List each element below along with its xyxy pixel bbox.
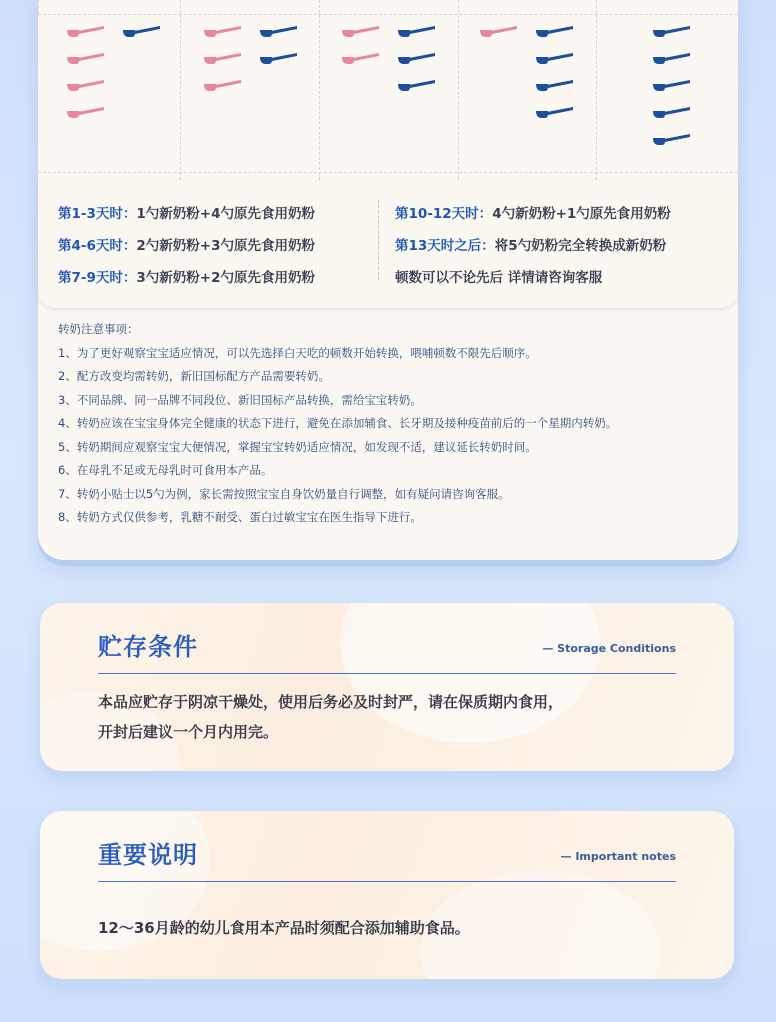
schedule-rule-left-2 <box>58 234 315 254</box>
old-formula-scoop-icon <box>341 51 381 65</box>
old-formula-scoop-icon <box>479 24 519 38</box>
new-formula-scoop-icon <box>652 51 692 65</box>
schedule-rule-left-3 <box>58 266 315 286</box>
rule-value: 顿数可以不论先后 详情请咨询客服 <box>395 270 603 286</box>
new-formula-scoop-icon <box>652 132 692 146</box>
old-formula-scoop-icon <box>203 24 243 38</box>
rule-key: 第7-9天时： <box>58 270 137 286</box>
important-card <box>40 811 734 979</box>
schedule-rule-right-1 <box>395 202 671 222</box>
new-formula-scoop-icon <box>259 51 299 65</box>
old-formula-scoop-icon <box>203 51 243 65</box>
rule-key: 第10-12天时： <box>395 206 493 222</box>
note-item: 1、为了更好观察宝宝适应情况，可以先选择白天吃的顿数开始转换，喂哺顿数不限先后顺序。 <box>58 345 537 360</box>
important-heading: 重要说明 <box>98 841 198 869</box>
old-formula-scoop-icon <box>203 78 243 92</box>
new-formula-scoop-icon <box>652 24 692 38</box>
schedule-divider <box>378 200 379 280</box>
new-formula-scoop-icon <box>652 105 692 119</box>
transition-notes <box>58 318 728 530</box>
note-item: 7、转奶小贴士以5勺为例，家长需按照宝宝自身饮奶量自行调整，如有疑问请咨询客服。 <box>58 486 510 501</box>
important-body: 12～36月龄的幼儿食用本产品时须配合添加辅助食品。 <box>98 919 470 937</box>
storage-heading: 贮存条件 <box>98 633 198 661</box>
note-item: 2、配方改变均需转奶，新旧国标配方产品需要转奶。 <box>58 369 330 383</box>
rule-value: 3勺新奶粉+2勺原先食用奶粉 <box>136 270 315 286</box>
storage-card <box>40 603 734 771</box>
scoop-chart <box>38 0 738 180</box>
storage-line-2: 开封后建议一个月内用完。 <box>98 723 279 741</box>
old-formula-scoop-icon <box>66 78 106 92</box>
schedule-rule-left-1 <box>58 202 315 222</box>
new-formula-scoop-icon <box>397 78 437 92</box>
new-formula-scoop-icon <box>535 105 575 119</box>
note-item: 8、转奶方式仅供参考，乳糖不耐受、蛋白过敏宝宝在医生指导下进行。 <box>58 510 422 524</box>
schedule-rule-right-2 <box>395 234 666 254</box>
storage-body <box>98 687 684 747</box>
rule-key: 第4-6天时： <box>58 238 137 254</box>
note-item: 4、转奶应该在宝宝身体完全健康的状态下进行，避免在添加辅食、长牙期及接种疫苗前后的一个星期内转奶。 <box>58 416 618 430</box>
old-formula-scoop-icon <box>341 24 381 38</box>
important-divider <box>98 881 676 882</box>
notes-title: 转奶注意事项： <box>58 322 139 336</box>
rule-value: 1勺新奶粉+4勺原先食用奶粉 <box>136 206 315 222</box>
rule-value: 2勺新奶粉+3勺原先食用奶粉 <box>136 238 315 254</box>
storage-subhead: — Storage Conditions <box>542 642 676 655</box>
important-subhead: — Important notes <box>560 850 676 863</box>
new-formula-scoop-icon <box>535 78 575 92</box>
rule-value: 将5勺奶粉完全转换成新奶粉 <box>494 238 667 254</box>
old-formula-scoop-icon <box>66 51 106 65</box>
note-item: 3、不同品牌、同一品牌不同段位、新旧国标产品转换，需给宝宝转奶。 <box>58 392 422 407</box>
new-formula-scoop-icon <box>535 51 575 65</box>
rule-value: 4勺新奶粉+1勺原先食用奶粉 <box>492 206 671 222</box>
new-formula-scoop-icon <box>397 51 437 65</box>
old-formula-scoop-icon <box>66 24 106 38</box>
note-item: 5、转奶期间应观察宝宝大便情况，掌握宝宝转奶适应情况，如发现不适，建议延长转奶时间。 <box>58 439 537 454</box>
rule-key: 第13天时之后： <box>395 238 495 254</box>
rule-key: 第1-3天时： <box>58 206 137 222</box>
schedule-rule-right-3 <box>395 266 602 286</box>
transition-schedule <box>38 180 738 308</box>
storage-divider <box>98 673 676 674</box>
new-formula-scoop-icon <box>122 24 162 38</box>
formula-transition-card <box>38 0 738 560</box>
new-formula-scoop-icon <box>259 24 299 38</box>
new-formula-scoop-icon <box>652 78 692 92</box>
new-formula-scoop-icon <box>535 24 575 38</box>
storage-line-1: 本品应贮存于阴凉干燥处，使用后务必及时封严，请在保质期内食用， <box>98 693 564 711</box>
new-formula-scoop-icon <box>397 24 437 38</box>
old-formula-scoop-icon <box>66 105 106 119</box>
note-item: 6、在母乳不足或无母乳时可食用本产品。 <box>58 463 273 477</box>
